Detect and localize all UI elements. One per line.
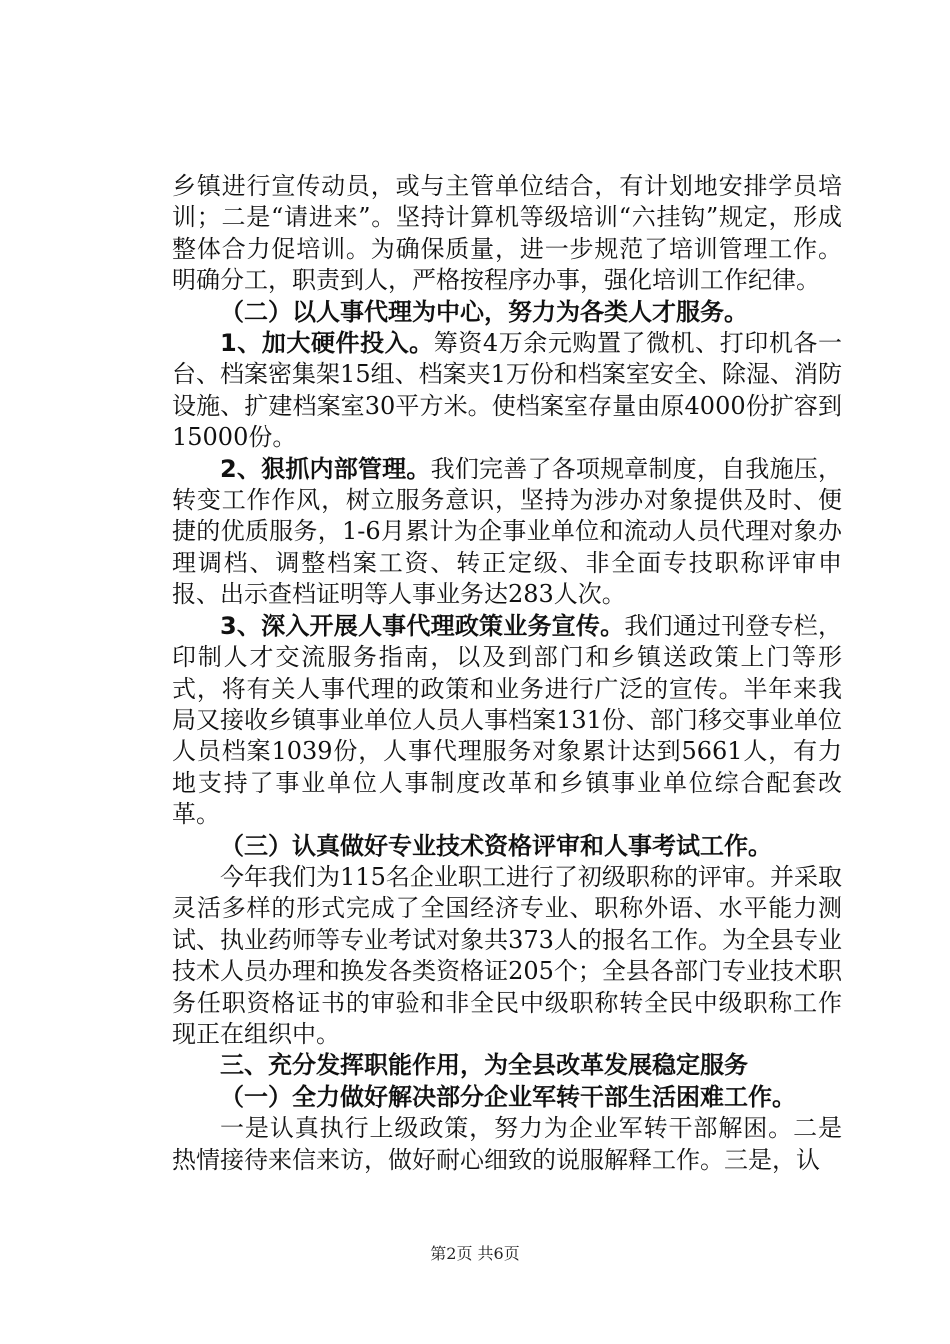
item-title-hardware: 1、加大硬件投入。 (220, 329, 434, 358)
item-title-management: 2、狠抓内部管理。 (220, 454, 431, 483)
item-body-hardware: 筹资4万余元购置了微机、打印机各一台、档案密集架15组、档案夹1万份和档案室安全、除湿、消防设施、扩建档案室30平方米。使档案室存量由原4000份扩容到15000份。 (172, 329, 842, 452)
paragraph-training: 乡镇进行宣传动员，或与主管单位结合，有计划地安排学员培训；二是“请进来”。坚持计算机等级培训“六挂钩”规定，形成整体合力促培训。为确保质量，进一步规范了培训管理工作。明确分工，职责到人，严格按程序办事，强化培训工作纪律。 (172, 172, 842, 295)
paragraph-policy-publicity (172, 611, 842, 831)
paragraph-hardware-investment (172, 328, 842, 454)
document-body (172, 171, 842, 1176)
section-heading-qualification-review: （三）认真做好专业技术资格评审和人事考试工作。 (220, 831, 772, 860)
item-body-publicity: 我们通过刊登专栏，印制人才交流服务指南，以及到部门和乡镇送政策上门等形式，将有关人事代理的政策和业务进行广泛的宣传。半年来我局又接收乡镇事业单位人员人事档案131份、部门移交事业单位人员档案1039份，人事代理服务对象累计达到5661人，有力地支持了事业单位人事制度改革和乡镇事业单位综合配套改革。 (172, 611, 843, 829)
paragraph-qualification-review: 今年我们为115名企业职工进行了初级职称的评审。并采取灵活多样的形式完成了全国经济专业、职称外语、水平能力测试、执业药师等专业考试对象共373人的报名工作。为全县专业技术人员办理和换发各类资格证205个；全县各部门专业技术职务任职资格证书的审验和非全民中级职称转全民中级职称工作现正在组织中。 (172, 862, 842, 1048)
paragraph-internal-management (172, 454, 842, 611)
page-number-footer: 第2页 共6页 (430, 1244, 520, 1263)
item-title-publicity: 3、深入开展人事代理政策业务宣传。 (220, 611, 625, 640)
item-body-management: 我们完善了各项规章制度，自我施压，转变工作作风，树立服务意识，坚持为涉办对象提供及时、便捷的优质服务，1-6月累计为企事业单位和流动人员代理对象办理调档、调整档案工资、转正定级、非全面专技职称评审申报、出示查档证明等人事业务达283人次。 (172, 454, 842, 609)
chapter-heading-functions: 三、充分发挥职能作用，为全县改革发展稳定服务 (220, 1051, 748, 1080)
paragraph-military-cadres: 一是认真执行上级政策，努力为企业军转干部解困。二是热情接待来信来访，做好耐心细致的说服解释工作。三是，认 (172, 1114, 842, 1174)
section-heading-military-cadres: （一）全力做好解决部分企业军转干部生活困难工作。 (220, 1082, 796, 1111)
section-heading-personnel-agency: （二）以人事代理为中心，努力为各类人才服务。 (220, 297, 748, 326)
